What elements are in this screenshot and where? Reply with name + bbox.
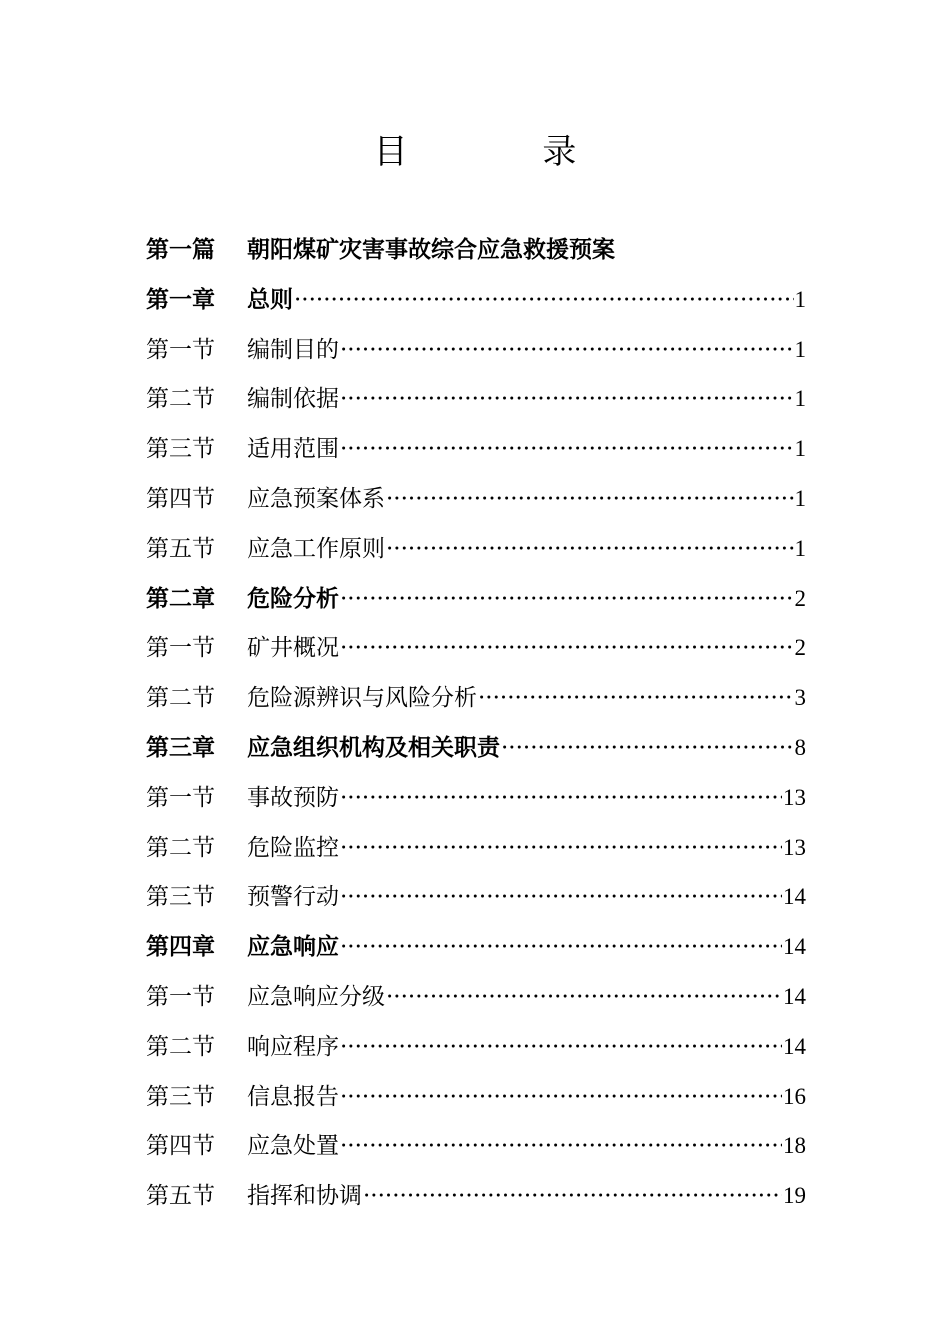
toc-page-number: 1 [794,436,806,462]
toc-title: 目 录 [373,132,639,172]
toc-dot-leader [340,877,782,917]
toc-entry[interactable] [146,828,806,878]
toc-list [146,230,806,1226]
toc-entry-label: 第二节 [146,1033,215,1060]
toc-entry-heading: 应急处置 [247,1133,339,1160]
toc-entry[interactable] [146,330,806,380]
toc-entry[interactable] [146,280,806,330]
toc-entry-label: 第一节 [146,983,215,1010]
toc-dot-leader [340,828,782,868]
toc-entry-label: 第二节 [146,685,215,712]
toc-entry-label: 第五节 [146,535,215,562]
toc-entry-label: 第一节 [146,784,215,811]
toc-entry[interactable] [146,529,806,579]
toc-entry[interactable] [146,628,806,678]
toc-entry[interactable] [146,429,806,479]
toc-entry-heading: 预警行动 [247,884,339,911]
toc-entry[interactable] [146,728,806,778]
toc-entry[interactable] [146,230,806,280]
toc-entry-heading: 应急响应 [247,934,339,961]
toc-page-number: 14 [783,983,806,1009]
toc-page-number: 14 [783,934,806,960]
toc-entry-heading: 朝阳煤矿灾害事故综合应急救援预案 [247,237,615,263]
toc-page-number: 2 [794,585,806,611]
toc-entry-heading: 应急组织机构及相关职责 [247,734,500,761]
toc-page-number: 14 [783,1033,806,1059]
toc-entry-label: 第一节 [146,336,215,363]
toc-entry[interactable] [146,1126,806,1176]
toc-entry-heading: 应急预案体系 [247,485,385,512]
toc-entry-label: 第二节 [146,386,215,413]
toc-dot-leader [386,479,794,519]
toc-page-number: 8 [794,734,806,760]
toc-entry-label: 第三节 [146,884,215,911]
toc-entry-heading: 总则 [247,286,293,313]
toc-dot-leader [340,330,794,370]
toc-dot-leader [363,1176,782,1216]
toc-dot-leader [340,1077,782,1117]
toc-dot-leader [386,529,794,569]
toc-entry[interactable] [146,479,806,529]
toc-page-number: 18 [783,1133,806,1159]
toc-entry-label: 第三节 [146,436,215,463]
toc-entry-label: 第四章 [146,934,215,961]
toc-page-number: 1 [794,535,806,561]
toc-page-number: 1 [794,336,806,362]
toc-entry-heading: 响应程序 [247,1033,339,1060]
toc-entry[interactable] [146,379,806,429]
toc-entry-label: 第二节 [146,834,215,861]
toc-entry-heading: 编制目的 [247,336,339,363]
toc-dot-leader [340,379,794,419]
toc-entry-heading: 信息报告 [247,1083,339,1110]
toc-entry[interactable] [146,927,806,977]
toc-entry-heading: 危险分析 [247,585,339,612]
toc-page-number: 13 [783,834,806,860]
toc-dot-leader [294,280,794,320]
toc-page-number: 14 [783,884,806,910]
toc-page-number: 13 [783,784,806,810]
toc-dot-leader [386,977,782,1017]
toc-entry-heading: 危险监控 [247,834,339,861]
toc-page-number: 1 [794,386,806,412]
toc-entry-heading: 危险源辨识与风险分析 [247,685,477,712]
toc-dot-leader [478,678,794,718]
toc-entry-label: 第三节 [146,1083,215,1110]
toc-page-number: 1 [794,485,806,511]
toc-entry-label: 第一节 [146,635,215,662]
toc-entry[interactable] [146,877,806,927]
toc-entry[interactable] [146,579,806,629]
toc-page-number: 19 [783,1183,806,1209]
toc-page-number: 16 [783,1083,806,1109]
toc-entry-heading: 指挥和协调 [247,1183,362,1210]
toc-dot-leader [340,628,794,668]
toc-entry-heading: 应急工作原则 [247,535,385,562]
toc-page-number: 3 [794,685,806,711]
toc-dot-leader [340,1027,782,1067]
toc-entry-label: 第四节 [146,1133,215,1160]
toc-entry[interactable] [146,977,806,1027]
toc-entry-label: 第一章 [146,286,215,313]
toc-dot-leader [340,927,782,967]
toc-dot-leader [501,728,794,768]
toc-entry[interactable] [146,778,806,828]
toc-page-number: 2 [794,635,806,661]
toc-entry[interactable] [146,678,806,728]
toc-entry-label: 第三章 [146,734,215,761]
toc-entry-heading: 编制依据 [247,386,339,413]
toc-entry-heading: 应急响应分级 [247,983,385,1010]
toc-dot-leader [340,778,782,818]
toc-dot-leader [340,1126,782,1166]
toc-entry-label: 第五节 [146,1183,215,1210]
toc-entry-heading: 矿井概况 [247,635,339,662]
toc-entry-label: 第一篇 [146,237,215,263]
toc-dot-leader [340,579,794,619]
toc-page-number: 1 [794,286,806,312]
toc-entry[interactable] [146,1176,806,1226]
toc-entry-label: 第四节 [146,485,215,512]
toc-entry[interactable] [146,1077,806,1127]
toc-entry-label: 第二章 [146,585,215,612]
toc-entry-heading: 事故预防 [247,784,339,811]
toc-entry[interactable] [146,1027,806,1077]
toc-entry-heading: 适用范围 [247,436,339,463]
toc-dot-leader [340,429,794,469]
